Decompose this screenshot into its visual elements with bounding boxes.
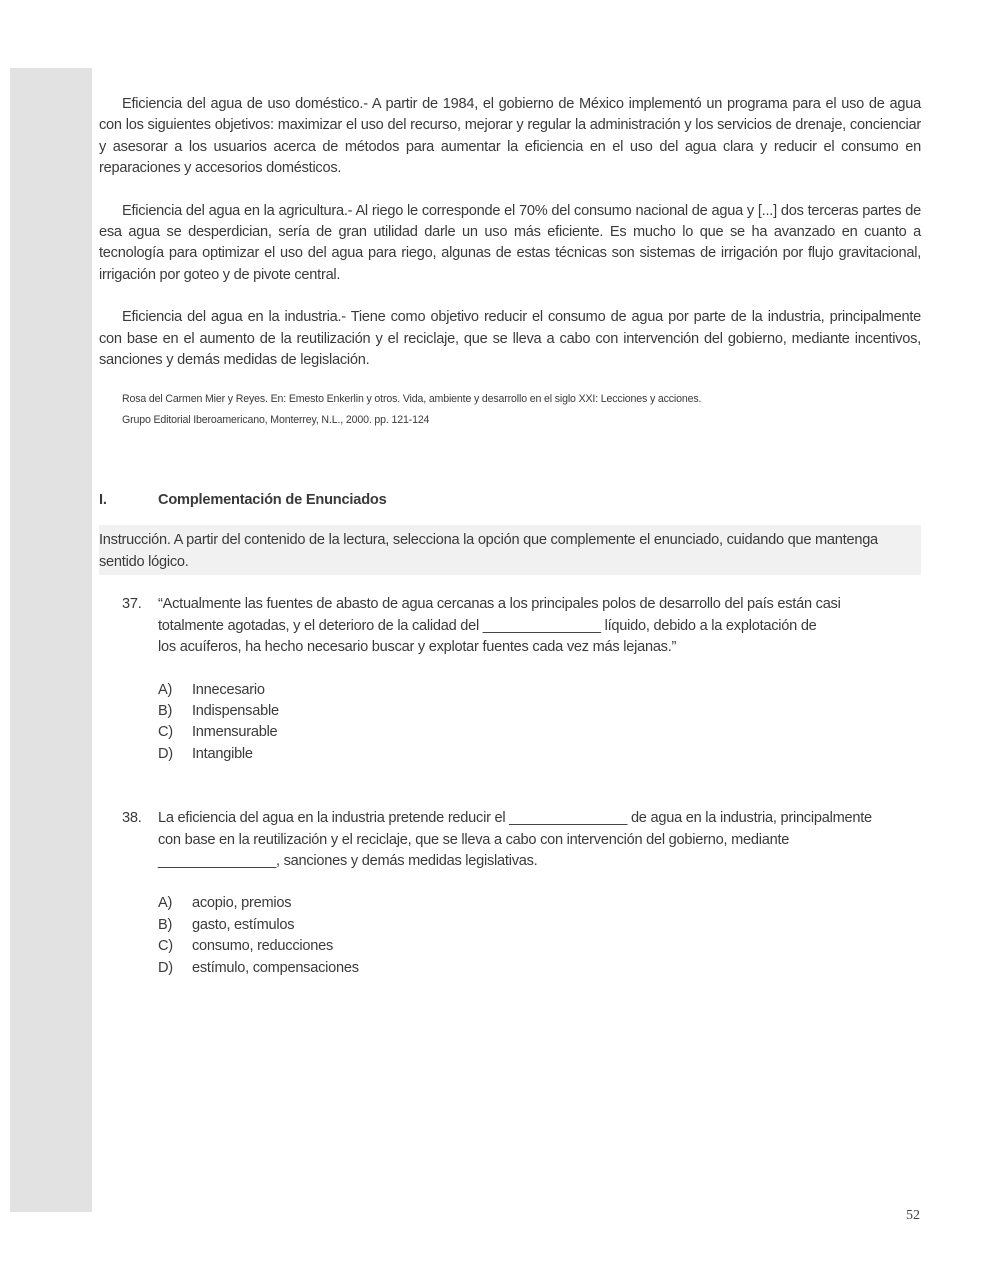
option-text: Innecesario [192,681,265,698]
citation-line-1: Rosa del Carmen Mier y Reyes. En: Emesto Enkerlin y otros. Vida, ambiente y desarrollo en el siglo XXI: Lecciones y acciones. [122,393,702,406]
question-number: 37. [122,596,142,613]
section-header [99,489,921,511]
option-text: consumo, reducciones [192,938,334,955]
citation-line-2: Grupo Editorial Iberoamericano, Monterrey, N.L., 2000. pp. 121-124 [122,414,430,427]
instruction-box: Instrucción. A partir del contenido de la lectura, selecciona la opción que complemente el enunciado, cuidando que mantenga sentido lógico. [99,525,921,575]
option-a [158,680,921,701]
option-letter: B) [158,703,173,720]
question-number: 38. [122,810,142,827]
option-letter: A) [158,895,173,912]
option-text: acopio, premios [192,895,292,912]
paragraph-industry-water: Eficiencia del agua en la industria.- Tiene como objetivo reducir el consumo de agua por parte de la industria, principalmente con base en el aumento de la reutilización y el reciclaje, que se lleva a cabo con intervención del gobierno, mediante incentivos, sanciones y demás medidas de legislación. [99,309,921,369]
question-text-line: La eficiencia del agua en la industria pretende reducir el _______________ de agua en la industria, principalmente [158,810,872,827]
option-a [158,893,921,914]
question-37 [99,594,921,765]
question-text-line: totalmente agotadas, y el deterioro de la calidad del _______________ líquido, debido a la explotación de [158,617,817,634]
option-letter: C) [158,724,173,741]
option-c [158,722,921,743]
option-letter: D) [158,745,173,762]
option-c [158,936,921,957]
question-body [158,808,921,979]
answer-options [158,680,921,766]
option-letter: C) [158,938,173,955]
page-number: 52 [906,1208,920,1223]
question-text-line: “Actualmente las fuentes de abasto de agua cercanas a los principales polos de desarrollo del país están casi [158,596,841,613]
question-body [158,594,921,765]
option-d [158,744,921,765]
side-margin-bar [10,68,92,1212]
option-letter: B) [158,916,173,933]
question-text-line: _______________, sanciones y demás medidas legislativas. [158,853,538,870]
question-text-line: los acuíferos, ha hecho necesario buscar y explotar fuentes cada vez más lejanas.” [158,639,677,656]
option-text: gasto, estímulos [192,916,295,933]
option-b [158,701,921,722]
option-text: Intangible [192,745,253,762]
question-text-line: con base en la reutilización y el reciclaje, que se lleva a cabo con intervención del gobierno, mediante [158,831,790,848]
option-text: Indispensable [192,703,279,720]
question-text [158,808,921,872]
answer-options [158,893,921,979]
question-38 [99,808,921,979]
option-d [158,958,921,979]
paragraph-agriculture-water: Eficiencia del agua en la agricultura.- Al riego le corresponde el 70% del consumo nacional de agua y [...] dos terceras partes de esa agua se desperdician, sería de gran utilidad darle un uso más eficiente. Es mucho lo que se ha avanzado en cuanto a tecnología para optimizar el uso del agua para riego, algunas de estas técnicas son sistemas de irrigación por flujo gravitacional, irrigación por goteo y de pivote central. [99,202,921,283]
page-content [99,94,921,979]
question-text [158,594,921,658]
section-number: I. [99,492,107,509]
option-text: Inmensurable [192,724,278,741]
option-letter: D) [158,959,173,976]
option-text: estímulo, compensaciones [192,959,359,976]
citation [99,389,921,431]
paragraph-domestic-water: Eficiencia del agua de uso doméstico.- A partir de 1984, el gobierno de México implementó un programa para el uso de agua con los siguientes objetivos: maximizar el uso del recurso, mejorar y regular la administración y los servicios de drenaje, concienciar y asesorar a los usuarios acerca de métodos para aumentar la eficiencia en el uso del agua clara y reducir el consumo en reparaciones y accesorios domésticos. [99,96,921,177]
option-letter: A) [158,681,173,698]
option-b [158,915,921,936]
section-title: Complementación de Enunciados [158,492,387,509]
